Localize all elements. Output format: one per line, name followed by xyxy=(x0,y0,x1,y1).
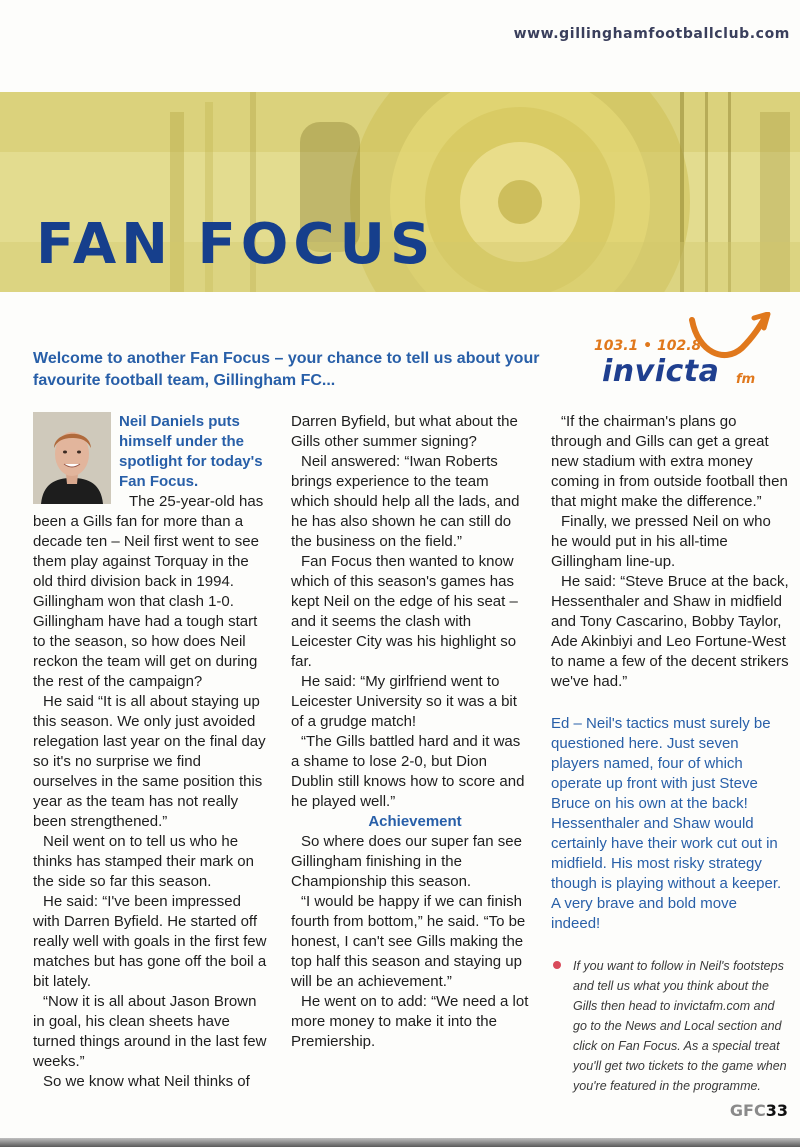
paragraph: Neil went on to tell us who he thinks has stamped their mark on the side so far this season. xyxy=(33,833,254,890)
portrait-icon xyxy=(33,412,111,504)
page-number xyxy=(730,1101,788,1120)
paragraph: He said “It is all about staying up this season. We only just avoided relegation last year on the final day so it's no surprise we find ourselves in the same position this year as the team has not really been strengthened.” xyxy=(33,693,266,830)
paragraph: Darren Byfield, but what about the Gills other summer signing? xyxy=(291,413,518,450)
logo-frequency: 103.1 • 102.8 xyxy=(594,338,702,354)
article-column-1 xyxy=(33,412,268,1092)
intro-text: Welcome to another Fan Focus – your chance to tell us about your favourite football team, Gillingham FC... xyxy=(33,350,540,389)
profile-heading: Neil Daniels puts himself under the spotlight for today's Fan Focus. xyxy=(119,413,263,490)
paragraph: So where does our super fan see Gillingham finishing in the Championship this season. xyxy=(291,833,522,890)
paragraph: “Now it is all about Jason Brown in goal, his clean sheets have turned things around in the last few weeks.” xyxy=(33,993,267,1070)
page-edge xyxy=(0,1138,800,1147)
promo-text: If you want to follow in Neil's footsteps and tell us what you think about the Gills then head to invictafm.com and go to the News and Local section and click on Fan Focus. As a special treat you'll get two tickets to the game when you're featured in the programme. xyxy=(573,959,787,1093)
article-column-2 xyxy=(291,412,529,1052)
website-url: www.gillinghamfootballclub.com xyxy=(513,26,790,42)
invicta-fm-logo xyxy=(586,312,786,394)
promo-box xyxy=(551,956,789,1096)
paragraph: Neil answered: “Iwan Roberts brings experience to the team which should help all the lads, and he has also shown he can still do the business on the field.” xyxy=(291,453,520,550)
paragraph: The 25-year-old has been a Gills fan for more than a decade ten – Neil first went to see them play against Torquay in the old third division back in 1994. Gillingham won that clash 1-0. Gillingham have had a tough start to the season, so how does Neil reckon the team will get on during the rest of the campaign? xyxy=(33,493,264,690)
article-column-3 xyxy=(551,412,789,1096)
section-subheading: Achievement xyxy=(368,813,462,830)
paragraph: “The Gills battled hard and it was a shame to lose 2-0, but Dion Dublin still knows how to score and he played well.” xyxy=(291,733,525,810)
paragraph: He said: “I've been impressed with Darren Byfield. He started off really well with goals in the first few matches but has gone off the boil a bit lately. xyxy=(33,893,267,990)
paragraph: He went on to add: “We need a lot more money to make it into the Premiership. xyxy=(291,993,529,1050)
page-title: FAN FOCUS xyxy=(36,212,436,277)
paragraph: He said: “Steve Bruce at the back, Hessenthaler and Shaw in midfield and Tony Cascarino, Bobby Taylor, Ade Akinbiyi and Leo Fortune-West to name a few of the decent strikers we've had.” xyxy=(551,573,789,690)
paragraph: “I would be happy if we can finish fourth from bottom,” he said. “To be honest, I can't see Gills making the top half this season and staying up will be an achievement.” xyxy=(291,893,526,990)
page-prefix: GFC xyxy=(729,1101,766,1120)
bullet-icon xyxy=(553,961,561,969)
paragraph: So we know what Neil thinks of xyxy=(43,1073,250,1090)
neil-daniels-photo xyxy=(33,412,111,504)
logo-fm: fm xyxy=(736,372,756,387)
editor-note: Ed – Neil's tactics must surely be questioned here. Just seven players named, four of which operate up front with just Steve Bruce on his own at the back! Hessenthaler and Shaw would certainly have their work cut out in midfield. His most risky strategy though is playing without a keeper. A very brave and bold move indeed! xyxy=(551,715,782,932)
paragraph: “If the chairman's plans go through and Gills can get a great new stadium with extra money coming in from outside football then that might make the difference.” xyxy=(551,413,788,510)
logo-brand: invicta xyxy=(602,354,720,389)
page-number-value: 33 xyxy=(765,1101,788,1120)
paragraph: Finally, we pressed Neil on who he would put in his all-time Gillingham line-up. xyxy=(551,513,771,570)
paragraph: Fan Focus then wanted to know which of this season's games has kept Neil on the edge of his seat – and it seems the clash with Leicester City was his highlight so far. xyxy=(291,553,518,670)
fan-focus-banner xyxy=(0,92,800,292)
paragraph: He said: “My girlfriend went to Leicester University so it was a bit of a grudge match! xyxy=(291,673,517,730)
